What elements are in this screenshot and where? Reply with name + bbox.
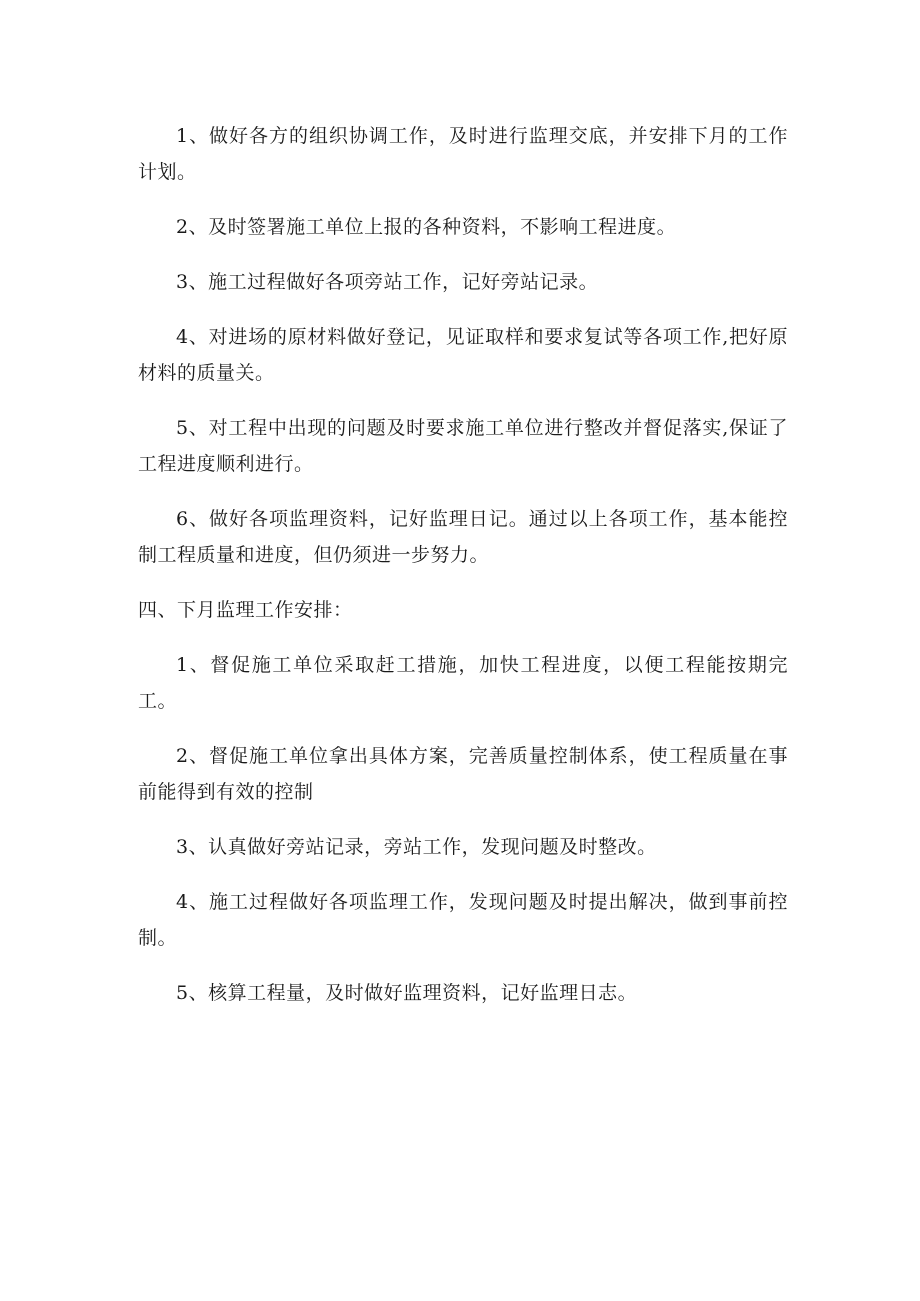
document-body bbox=[138, 118, 788, 1030]
plan-item-1: 1、督促施工单位采取赶工措施，加快工程进度，以便工程能按期完工。 bbox=[138, 654, 788, 712]
paragraph-item-4: 4、对进场的原材料做好登记，见证取样和要求复试等各项工作,把好原材料的质量关。 bbox=[138, 326, 788, 384]
plan-item-2: 2、督促施工单位拿出具体方案，完善质量控制体系，使工程质量在事前能得到有效的控制 bbox=[138, 745, 788, 803]
plan-item-4: 4、施工过程做好各项监理工作，发现问题及时提出解决，做到事前控制。 bbox=[138, 891, 788, 949]
plan-item-5: 5、核算工程量，及时做好监理资料，记好监理日志。 bbox=[176, 982, 638, 1004]
paragraph-item-2: 2、及时签署施工单位上报的各种资料，不影响工程进度。 bbox=[176, 216, 677, 238]
plan-item-3: 3、认真做好旁站记录，旁站工作，发现问题及时整改。 bbox=[176, 836, 657, 858]
paragraph-item-5: 5、对工程中出现的问题及时要求施工单位进行整改并督促落实,保证了工程进度顺利进行。 bbox=[138, 417, 788, 475]
paragraph-item-6: 6、做好各项监理资料，记好监理日记。通过以上各项工作，基本能控制工程质量和进度，但仍须进一步努力。 bbox=[138, 508, 788, 566]
paragraph-item-1: 1、做好各方的组织协调工作，及时进行监理交底，并安排下月的工作计划。 bbox=[138, 125, 788, 183]
paragraph-item-3: 3、施工过程做好各项旁站工作，记好旁站记录。 bbox=[176, 271, 599, 293]
section-four-heading: 四、下月监理工作安排： bbox=[138, 599, 353, 621]
